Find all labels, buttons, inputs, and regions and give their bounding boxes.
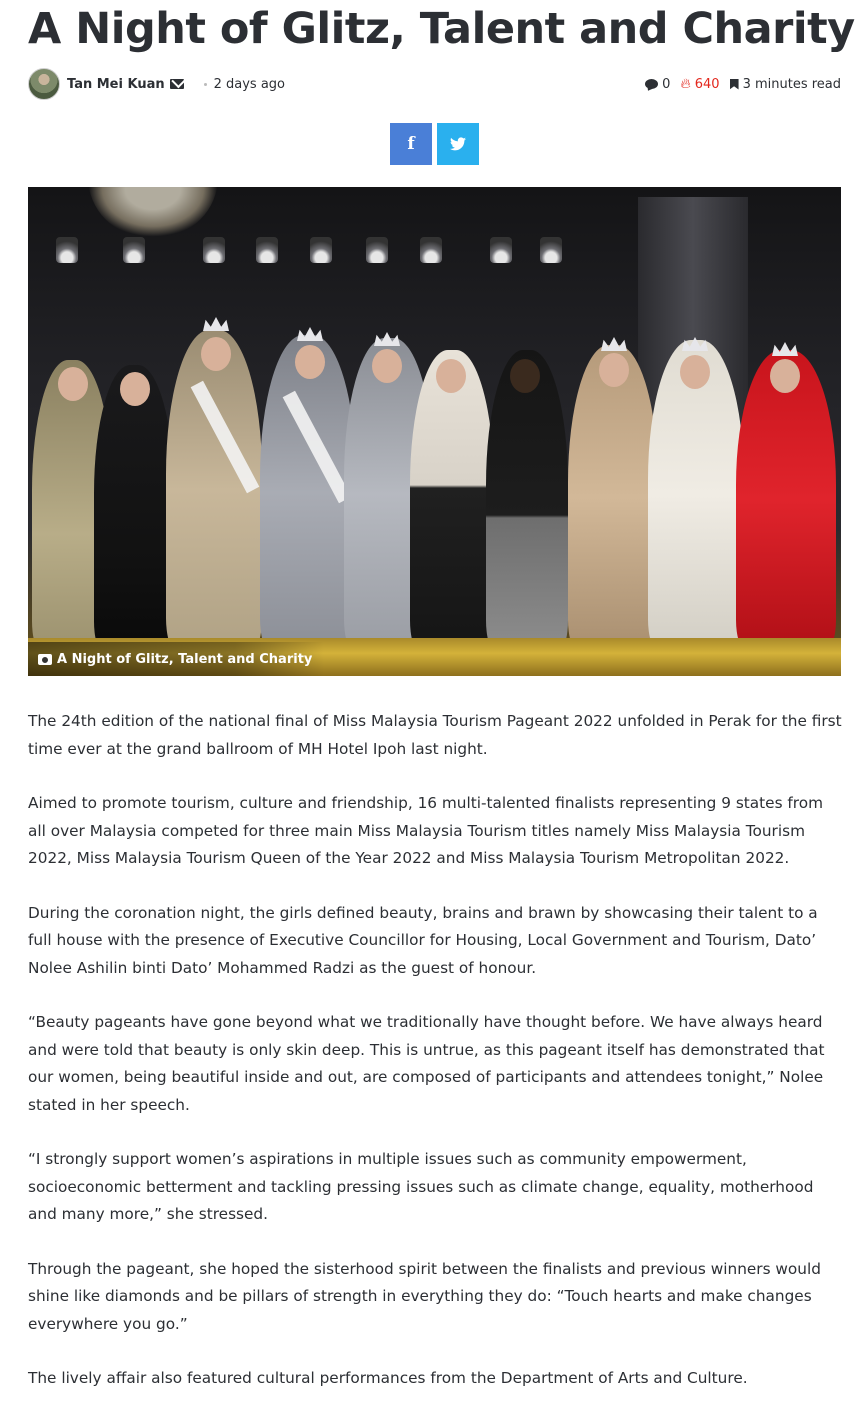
views-count	[680, 76, 719, 92]
photo-crown	[203, 317, 229, 331]
article-title: A Night of Glitz, Talent and Charity	[28, 4, 855, 54]
stage-light	[420, 237, 442, 263]
photo-person	[94, 365, 174, 650]
photo-person-head	[120, 372, 150, 406]
photo-person	[486, 350, 568, 650]
photo-person-head	[201, 337, 231, 371]
photo-person-head	[372, 349, 402, 383]
author-avatar[interactable]	[28, 68, 60, 100]
twitter-share-button[interactable]	[437, 123, 479, 165]
photo-crown	[772, 342, 798, 356]
photo-person	[568, 345, 658, 650]
publish-date: 2 days ago	[213, 76, 286, 92]
camera-icon	[38, 654, 52, 665]
article-stats	[645, 76, 841, 92]
article-paragraph: Aimed to promote tourism, culture and friendship, 16 multi-talented finalists representing 9 states from all over Malaysia competed for three main Miss Malaysia Tourism titles namely Miss Malaysia Tourism 2022, Miss Malaysia Tourism Queen of the Year 2022 and Miss Malaysia Tourism Metropolitan 2022.	[28, 794, 824, 867]
article-paragraph: “I strongly support women’s aspirations in multiple issues such as community empowerment, socioeconomic betterment and tackling pressing issues such as climate change, equality, motherhood and many more,” she stressed.	[28, 1150, 814, 1223]
photo-person-head	[770, 359, 800, 393]
stage-light	[256, 237, 278, 263]
photo-caption	[28, 642, 324, 676]
photo-crown	[297, 327, 323, 341]
article-meta	[28, 67, 841, 101]
photo-crown	[374, 332, 400, 346]
comments-count[interactable]	[645, 77, 670, 92]
photo-person	[410, 350, 494, 650]
read-time-value: 3 minutes read	[742, 76, 841, 92]
comment-icon	[645, 79, 658, 89]
photo-crown	[601, 337, 627, 351]
facebook-icon: f	[407, 134, 415, 154]
facebook-share-button[interactable]	[390, 123, 432, 165]
article-paragraph: The lively affair also featured cultural performances from the Department of Arts and Culture.	[28, 1369, 748, 1387]
bookmark-icon	[730, 79, 739, 90]
author-info	[28, 68, 285, 100]
photo-person-head	[599, 353, 629, 387]
read-time	[730, 77, 841, 92]
stage-light	[490, 237, 512, 263]
photo-caption-text: A Night of Glitz, Talent and Charity	[57, 651, 313, 667]
article-paragraph: During the coronation night, the girls defined beauty, brains and brawn by showcasing their talent to a full house with the presence of Executive Councillor for Housing, Local Government and Tourism, Dato’ Nolee Ashilin binti Dato’ Mohammed Radzi as the guest of honour.	[28, 903, 818, 977]
article-paragraph: “Beauty pageants have gone beyond what we traditionally have thought before. We have always heard and were told that beauty is only skin deep. This is untrue, as this pageant itself has demonstrated that our women, being beautiful inside and out, are composed of participants and attendees tonight,” Nolee stated in her speech.	[28, 1013, 825, 1114]
views-count-value: 640	[694, 76, 720, 92]
stage-light	[310, 237, 332, 263]
photo-person-head	[510, 359, 540, 393]
photo-person-head	[680, 355, 710, 389]
article-paragraph: The 24th edition of the national final of Miss Malaysia Tourism Pageant 2022 unfolded in Perak for the first time ever at the grand ballroom of MH Hotel Ipoh last night.	[28, 712, 842, 758]
separator-dot	[204, 83, 207, 86]
author-name-link[interactable]: Tan Mei Kuan	[67, 76, 165, 92]
twitter-icon	[450, 137, 466, 151]
photo-chandelier	[88, 187, 218, 237]
stage-light	[123, 237, 145, 263]
stage-light	[56, 237, 78, 263]
article-paragraph: Through the pageant, she hoped the sisterhood spirit between the finalists and previous winners would shine like diamonds and be pillars of strength in everything they do: “Touch hearts and make changes everywhere you go.”	[28, 1259, 821, 1333]
photo-person-head	[58, 367, 88, 401]
photo-person-head	[295, 345, 325, 379]
comments-count-value: 0	[662, 76, 671, 92]
envelope-icon[interactable]	[170, 79, 184, 89]
photo-person-head	[436, 359, 466, 393]
featured-photo	[28, 187, 841, 676]
stage-light	[366, 237, 388, 263]
stage-light	[203, 237, 225, 263]
article-body	[28, 708, 843, 1404]
fire-icon: 🔥︎	[680, 76, 691, 92]
stage-light	[540, 237, 562, 263]
photo-person	[736, 350, 836, 650]
share-buttons	[390, 123, 479, 165]
